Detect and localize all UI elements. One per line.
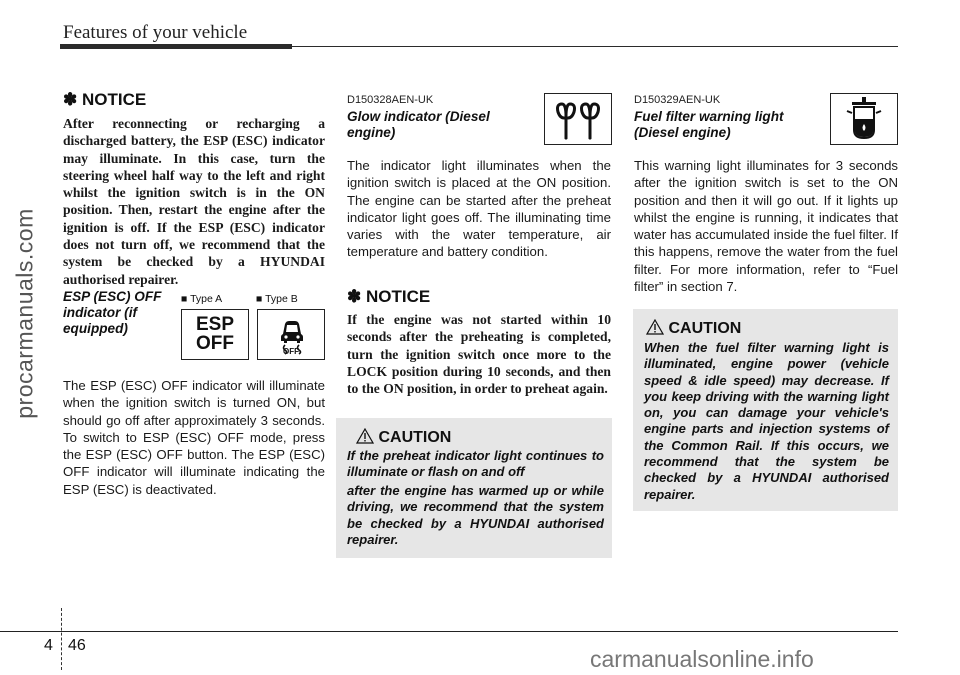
middle-caution-box xyxy=(336,418,612,558)
chapter-number: 4 xyxy=(44,637,53,654)
header-rule xyxy=(292,46,898,47)
esp-off-small-text: OFF xyxy=(283,347,299,356)
glow-section-code: D150328AEN-UK xyxy=(347,94,434,106)
fuel-filter-section-title: Fuel filter warning light (Diesel engine) xyxy=(634,109,784,140)
fuel-filter-body-text: This warning light illuminates for 3 seconds after the ignition switch is set to the ON position and then it will go out. If it lights up whilst the engine is running, it indicates that water has accumulated inside the fuel filter. If this happens, remove the water from the fuel filter. For more information, refer to “Fuel filter” in section 7. xyxy=(634,158,898,295)
glow-plug-icon-box xyxy=(544,93,612,145)
right-caution-text: When the fuel filter warning light is illuminated, engine power (vehicle speed & idle speed) may decrease. If you keep driving with the warning light on, you can damage your vehicle's engine parts and injection systems of the Common Rail. If this occurs, we recommend that the system be checked by a HYUNDAI authorised repairer. xyxy=(644,340,889,502)
middle-caution-text-2: after the engine has warmed up or while driving, we recommend that the system be checked by a HYUNDAI authorised repairer. xyxy=(347,483,604,547)
middle-notice-text: If the engine was not started within 10 seconds after the preheating is completed, turn the ignition switch once more to the LOCK position during 10 seconds, and then to the ON position, in order to preheat again. xyxy=(347,312,611,397)
fuel-filter-icon-box xyxy=(830,93,898,145)
page-header-title: Features of your vehicle xyxy=(63,22,248,43)
fuel-filter-section-code: D150329AEN-UK xyxy=(634,94,721,106)
esp-body-text: The ESP (ESC) OFF indicator will illuminate when the ignition switch is turned ON, but should go off after approximately 3 seconds. To switch to ESP (ESC) OFF mode, press the ESP (ESC) OFF button. The ESP (ESC) OFF indicator will illuminate indicating the ESP (ESC) is deactivated. xyxy=(63,378,325,497)
middle-notice-heading: ✽ NOTICE xyxy=(347,287,431,306)
glow-plug-icon xyxy=(545,94,611,144)
side-watermark: procarmanuals.com xyxy=(11,208,38,419)
header-accent-bar xyxy=(60,44,292,49)
esp-off-icon-type-b xyxy=(257,309,325,360)
type-b-label: ■ Type B xyxy=(256,293,298,305)
glow-body-text: The indicator light illuminates when the ignition switch is placed at the ON position. The engine can be started after the preheat indicator light goes off. The illuminating time varies with the water temperature, air temperature and battery condition. xyxy=(347,158,611,260)
left-notice-text: After reconnecting or recharging a discharged battery, the ESP (ESC) indicator may illuminate. In this case, turn the steering wheel half way to the left and right whilst the ignition switch is in the ON position. Then, restart the engine after the ignition is off. If the ESP (ESC) indicator does not turn off, we recommend that the system be checked by a HYUNDAI authorised repairer. xyxy=(63,116,325,287)
footer-dashed-divider xyxy=(61,608,62,670)
middle-caution-text-1: If the preheat indicator light continues to illuminate or flash on and off xyxy=(347,448,604,480)
left-notice xyxy=(63,90,325,288)
warning-triangle-icon xyxy=(356,428,374,444)
page-number: 46 xyxy=(68,637,86,654)
middle-caution-header: CAUTION xyxy=(356,428,451,447)
bottom-watermark: carmanualsonline.info xyxy=(590,646,814,672)
fuel-filter-icon xyxy=(831,94,897,144)
esp-section-title: ESP (ESC) OFF indicator (if equipped) xyxy=(63,289,162,336)
glow-section-title: Glow indicator (Diesel engine) xyxy=(347,109,490,140)
square-bullet-icon: ■ xyxy=(256,293,263,305)
middle-notice xyxy=(347,287,611,397)
asterisk-icon: ✽ xyxy=(63,90,78,109)
esp-off-text-icon: ESP OFF xyxy=(195,314,235,354)
right-caution-header: CAUTION xyxy=(646,319,741,338)
asterisk-icon: ✽ xyxy=(347,287,362,306)
esp-off-icon-type-a xyxy=(181,309,249,360)
warning-triangle-icon xyxy=(646,319,664,335)
type-a-label: ■ Type A xyxy=(181,293,223,305)
left-notice-heading: ✽ NOTICE xyxy=(63,90,147,109)
square-bullet-icon: ■ xyxy=(181,293,188,305)
right-caution-box xyxy=(633,309,898,511)
footer-rule xyxy=(0,631,898,632)
